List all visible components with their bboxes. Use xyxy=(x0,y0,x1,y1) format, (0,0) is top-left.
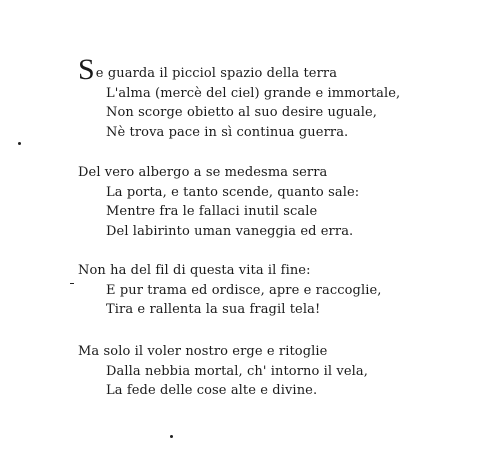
poem-line xyxy=(78,53,458,86)
poem-line: La porta, e tanto scende, quanto sale: xyxy=(106,184,360,200)
stanza-3 xyxy=(78,261,458,320)
poem-line: Dalla nebbia mortal, ch' intorno il vela, xyxy=(106,363,368,379)
poem-line: E pur trama ed ordisce, apre e raccoglie, xyxy=(106,282,382,298)
poem-line: Non scorge obietto al suo desire uguale, xyxy=(106,105,377,120)
drop-cap: S xyxy=(78,53,95,86)
ink-speck xyxy=(170,435,173,438)
poem-line: Ma solo il voler nostro erge e ritoglie xyxy=(78,344,328,359)
poem-line: Mentre fra le fallaci inutil scale xyxy=(106,204,318,219)
poem-line: L'alma (mercè del ciel) grande e immortale, xyxy=(106,85,401,101)
poem-line: La fede delle cose alte e divine. xyxy=(106,383,318,398)
stanza-4 xyxy=(78,342,458,401)
poem-line: Nè trova pace in sì continua guerra. xyxy=(106,124,349,140)
poem-line: Non ha del fil di questa vita il fine: xyxy=(78,263,311,278)
poem-line: Tira e rallenta la sua fragil tela! xyxy=(106,302,321,317)
ink-speck xyxy=(18,142,21,145)
first-line-text: e guarda il picciol spazio della terra xyxy=(95,66,338,81)
stanza-1 xyxy=(78,53,458,142)
poem-line: Del vero albergo a se medesma serra xyxy=(78,165,328,180)
poem-line: Del labirinto uman vaneggia ed erra. xyxy=(106,223,354,239)
stanza-2 xyxy=(78,163,458,241)
ink-speck xyxy=(70,283,74,284)
